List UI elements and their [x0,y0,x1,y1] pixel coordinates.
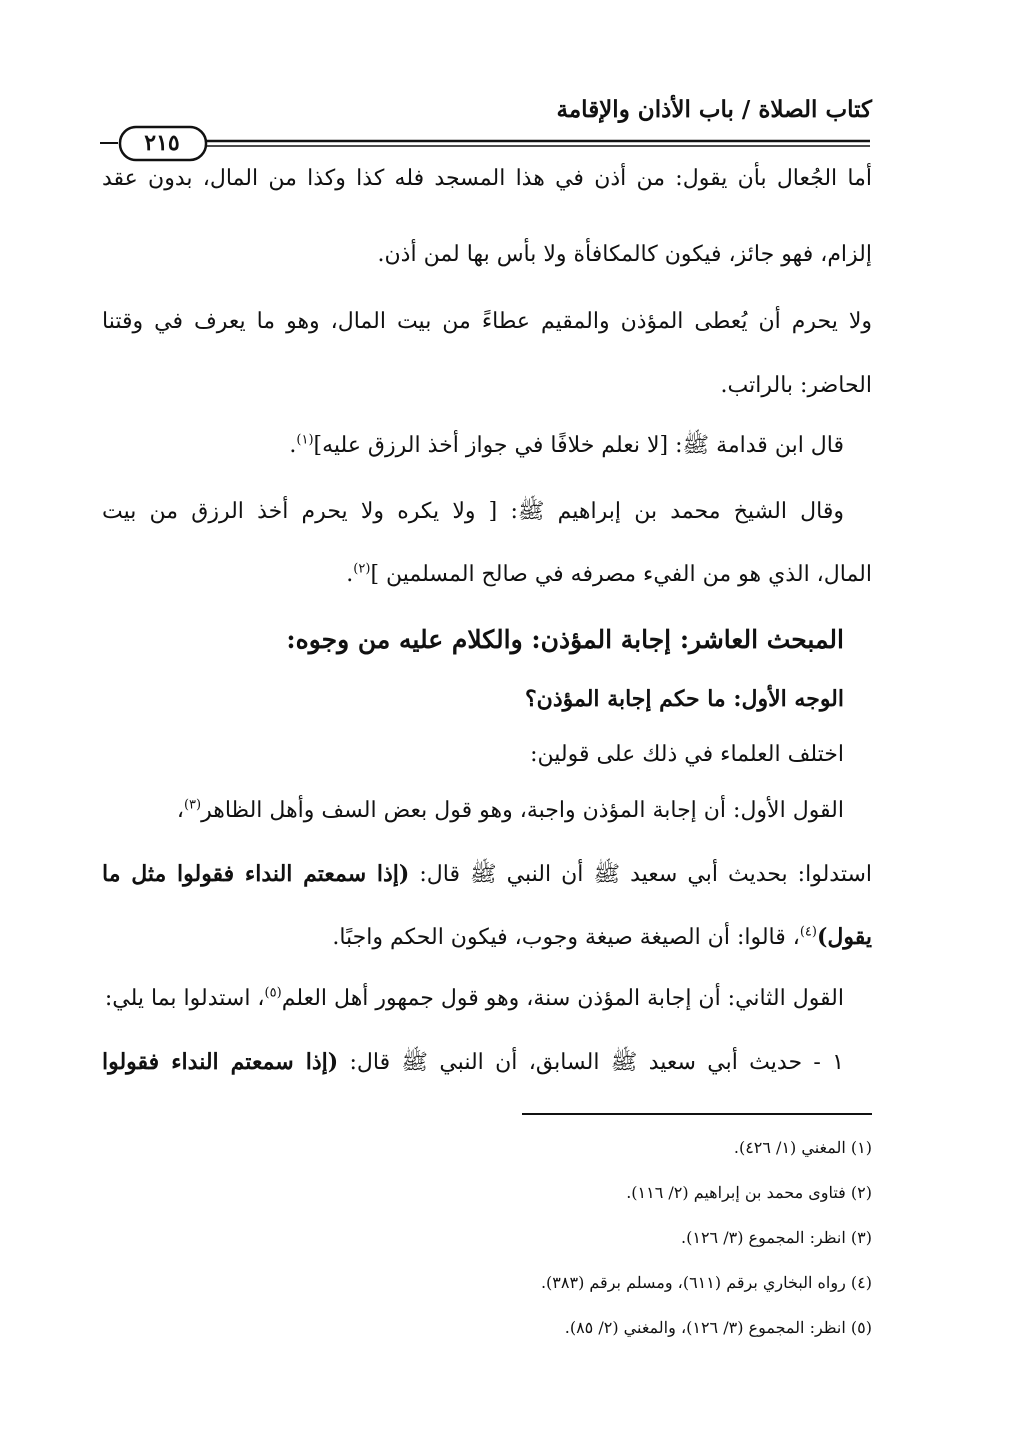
body-line-12-text: القول الثاني: أن إجابة المؤذن سنة، وهو قول جمهور أهل العلم [281,986,844,1011]
footnote-ref-2[interactable]: (٢) [353,561,371,577]
body-line-13 [102,1051,844,1074]
quote-text: قال ابن قدامة ﷺ: [لا نعلم خلافًا في جواز أخذ الرزق عليه] [313,433,844,458]
hadith-quote-end: يقول) [816,924,872,950]
body-line-2: إلزام، فهو جائز، فيكون كالمكافأة ولا بأس بها لمن أذن. [377,242,872,267]
body-line-3: ولا يحرم أن يُعطى المؤذن والمقيم عطاءً من بيت المال، وهو ما يعرف في وقتنا [102,309,872,334]
body-line-10 [102,863,872,886]
section-heading: المبحث العاشر: إجابة المؤذن: والكلام عليه من وجوه: [286,625,844,654]
body-line-13-text: ١ - حديث أبي سعيد ﷺ السابق، أن النبي ﷺ قال: [338,1050,844,1075]
quote-ibn-qudama [289,432,844,458]
header-rule [100,124,870,164]
body-line-9-text: القول الأول: أن إجابة المؤذن واجبة، وهو قول بعض السف وأهل الظاهر [201,798,844,823]
footnote-ref-1[interactable]: (١) [296,432,314,448]
body-line-6: وقال الشيخ محمد بن إبراهيم ﷺ: [ ولا يكره ولا يحرم أخذ الرزق من بيت [102,499,844,524]
body-line-1: أما الجُعال بأن يقول: من أذن في هذا المسجد فله كذا وكذا من المال، بدون عقد [102,166,872,191]
body-line-7-text: المال، الذي هو من الفيء مصرفه في صالح المسلمين ] [370,562,872,587]
footnote-separator [522,1113,872,1115]
quote-end: . [289,433,297,458]
footnote-2: (٢) فتاوى محمد بن إبراهيم (٢/ ١١٦). [626,1183,872,1202]
body-line-12-end: ، استدلوا بما يلي: [104,986,265,1011]
footnote-4: (٤) رواه البخاري برقم (٦١١)، ومسلم برقم (٣٨٣). [540,1273,872,1292]
page-number: ٢١٥ [144,130,180,156]
body-line-11 [332,926,872,949]
body-line-10-text: استدلوا: بحديث أبي سعيد ﷺ أن النبي ﷺ قال: [409,862,872,887]
body-line-7-end: . [346,562,354,587]
hadith-quote: (إذا سمعتم النداء فقولوا مثل ما [102,861,410,887]
running-title: كتاب الصلاة / باب الأذان والإقامة [556,96,872,123]
body-line-9 [176,797,844,823]
footnote-1: (١) المغني (١/ ٤٢٦). [733,1138,872,1157]
footnote-ref-5[interactable]: (٥) [264,985,282,1001]
footnote-ref-4[interactable]: (٤) [799,924,817,940]
body-line-8: اختلف العلماء في ذلك على قولين: [530,742,844,767]
footnote-3: (٣) انظر: المجموع (٣/ ١٢٦). [681,1228,872,1247]
body-line-9-end: ، [176,798,184,823]
body-line-7 [346,561,872,587]
subheading: الوجه الأول: ما حكم إجابة المؤذن؟ [525,686,844,712]
hadith-quote-2: (إذا سمعتم النداء فقولوا [102,1049,339,1075]
body-line-4: الحاضر: بالراتب. [720,373,872,398]
footnote-ref-3[interactable]: (٣) [183,797,202,813]
footnote-5: (٥) انظر: المجموع (٣/ ١٢٦)، والمغني (٢/ ٨٥). [564,1318,872,1337]
body-line-12 [104,985,844,1011]
body-line-11-text: ، قالوا: أن الصيغة صيغة وجوب، فيكون الحكم واجبًا. [332,925,800,950]
